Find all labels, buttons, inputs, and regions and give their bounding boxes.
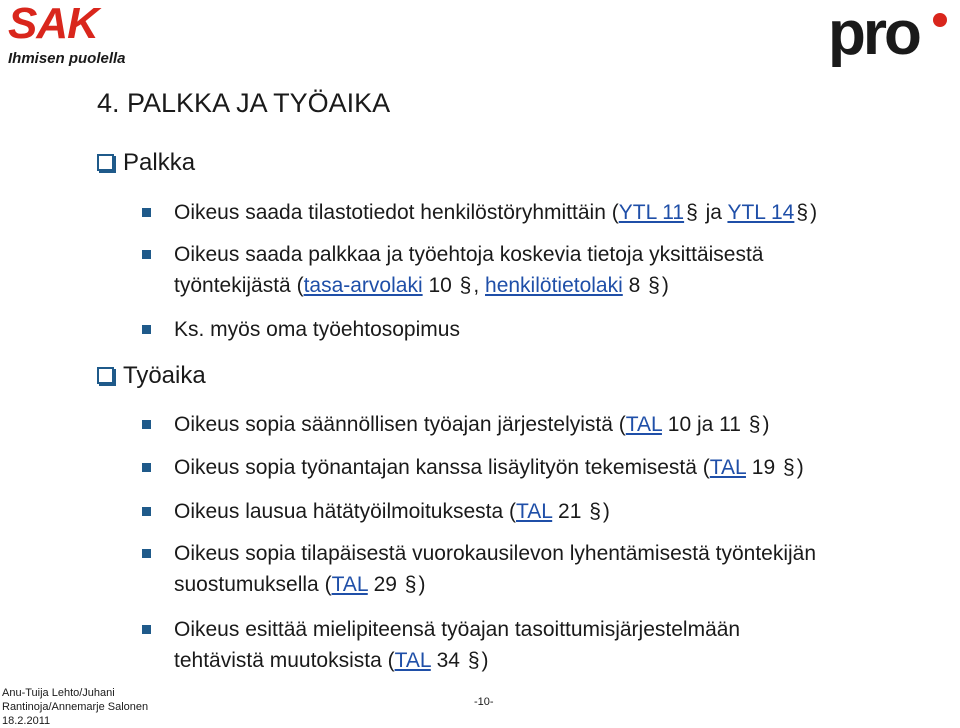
list-item-text: Oikeus sopia työnantajan kanssa lisäylityön tekemisestä (TAL 19 §) xyxy=(174,456,804,479)
checkbox-bullet-icon xyxy=(97,154,114,171)
list-item-text-line2: työntekijästä (tasa-arvolaki 10 §, henkilötietolaki 8 §) xyxy=(174,274,669,297)
footer-authors xyxy=(2,686,148,728)
link-tal[interactable]: TAL xyxy=(709,456,746,479)
section-heading-text: Palkka xyxy=(123,149,196,176)
section-heading-text: Työaika xyxy=(123,362,206,389)
square-bullet-icon xyxy=(142,549,151,558)
list-item-text-line2: suostumuksella (TAL 29 §) xyxy=(174,573,426,596)
list-item-text-line1: Oikeus esittää mielipiteensä työajan tasoittumisjärjestelmään xyxy=(174,618,741,641)
square-bullet-icon xyxy=(142,420,151,429)
link-tasa-arvolaki[interactable]: tasa-arvolaki xyxy=(303,274,423,297)
pro-logo-wordmark: pro xyxy=(828,2,919,68)
square-bullet-icon xyxy=(142,208,151,217)
page-title: 4. PALKKA JA TYÖAIKA xyxy=(97,88,391,118)
footer-authors-line1: Anu-Tuija Lehto/Juhani xyxy=(2,687,115,699)
section-heading-tyoaika xyxy=(97,361,206,391)
link-henkilotietolaki[interactable]: henkilötietolaki xyxy=(485,274,623,297)
link-tal[interactable]: TAL xyxy=(394,649,431,672)
square-bullet-icon xyxy=(142,625,151,634)
list-item-text-line1: Oikeus saada palkkaa ja työehtoja koskevia tietoja yksittäisestä xyxy=(174,243,764,266)
list-item-text: Ks. myös oma työehtosopimus xyxy=(174,318,460,341)
page-number: -10- xyxy=(474,696,494,708)
footer-authors-line2: Rantinoja/Annemarje Salonen xyxy=(2,701,149,713)
link-tal[interactable]: TAL xyxy=(516,500,553,523)
pro-logo xyxy=(828,2,956,72)
list-item-text: Oikeus saada tilastotiedot henkilöstöryhmittäin (YTL 11§ ja YTL 14§) xyxy=(174,201,818,224)
list-item-text-line2: tehtävistä muutoksista (TAL 34 §) xyxy=(174,649,489,672)
list-item-text: Oikeus sopia säännöllisen työajan järjestelyistä (TAL 10 ja 11 §) xyxy=(174,413,770,436)
list-item-text: Oikeus lausua hätätyöilmoituksesta (TAL 21 §) xyxy=(174,500,610,523)
checkbox-bullet-icon xyxy=(97,367,114,384)
link-ytl-14[interactable]: YTL 14 xyxy=(727,201,795,224)
section-heading-palkka xyxy=(97,148,195,178)
square-bullet-icon xyxy=(142,463,151,472)
square-bullet-icon xyxy=(142,325,151,334)
square-bullet-icon xyxy=(142,250,151,259)
list-item-text-line1: Oikeus sopia tilapäisestä vuorokausilevon lyhentämisestä työntekijän xyxy=(174,542,817,565)
footer-date: 18.2.2011 xyxy=(2,715,51,727)
link-tal[interactable]: TAL xyxy=(331,573,368,596)
sak-logo-wordmark: SAK xyxy=(8,0,98,48)
square-bullet-icon xyxy=(142,507,151,516)
sak-logo xyxy=(8,2,126,68)
link-ytl-11[interactable]: YTL 11 xyxy=(618,201,685,224)
pro-logo-dot xyxy=(933,13,947,27)
link-tal[interactable]: TAL xyxy=(625,413,662,436)
sak-logo-tagline: Ihmisen puolella xyxy=(8,50,126,67)
